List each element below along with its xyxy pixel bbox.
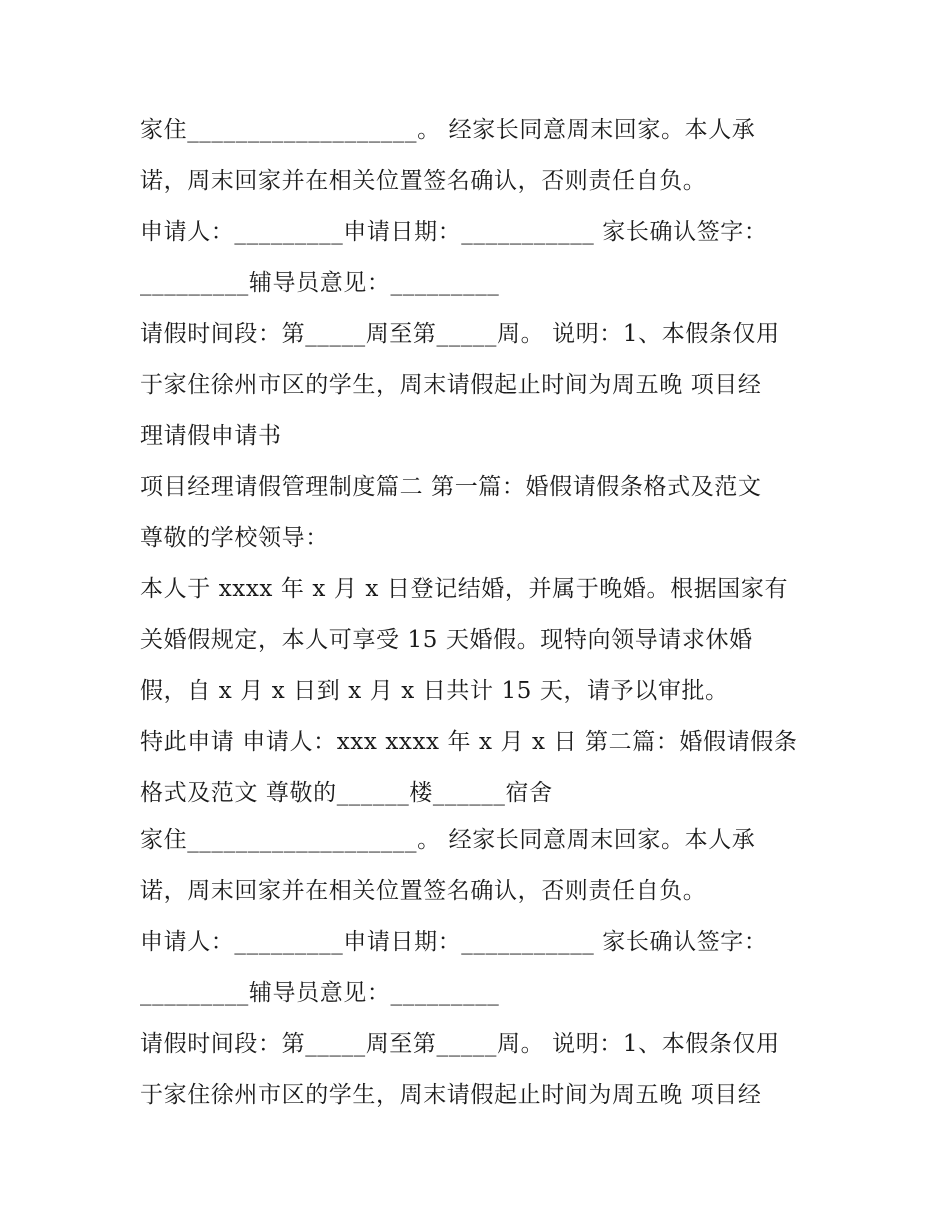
text-line: 特此申请 申请人：xxx xxxx 年 x 月 x 日 第二篇：婚假请假条 — [140, 729, 798, 755]
text-line: 假，自 x 月 x 日到 x 月 x 日共计 15 天，请予以审批。 — [140, 678, 729, 704]
text-line: 诺，周末回家并在相关位置签名确认，否则责任自负。 — [140, 168, 707, 194]
text-line: 格式及范文 尊敬的______楼______宿舍 — [140, 780, 553, 806]
text-line: 申请人：_________申请日期：___________ 家长确认签字： — [140, 219, 768, 245]
text-line: 请假时间段：第_____周至第_____周。 说明：1、本假条仅用 — [140, 321, 780, 347]
text-line: _________辅导员意见：_________ — [140, 980, 500, 1006]
text-line: 项目经理请假管理制度篇二 第一篇：婚假请假条格式及范文 — [140, 474, 762, 500]
text-line: 诺，周末回家并在相关位置签名确认，否则责任自负。 — [140, 878, 707, 904]
text-line: 家住___________________。 经家长同意周末回家。本人承 — [140, 827, 756, 853]
text-line: 关婚假规定，本人可享受 15 天婚假。现特向领导请求休婚 — [140, 627, 753, 653]
text-line: 申请人：_________申请日期：___________ 家长确认签字： — [140, 929, 768, 955]
text-line: 请假时间段：第_____周至第_____周。 说明：1、本假条仅用 — [140, 1031, 780, 1057]
text-line: 家住___________________。 经家长同意周末回家。本人承 — [140, 117, 756, 143]
text-line: 理请假申请书 — [140, 423, 282, 449]
text-line: 于家住徐州市区的学生，周末请假起止时间为周五晚 项目经 — [140, 1082, 762, 1108]
text-line: _________辅导员意见：_________ — [140, 270, 500, 296]
text-line: 于家住徐州市区的学生，周末请假起止时间为周五晚 项目经 — [140, 372, 762, 398]
text-line: 尊敬的学校领导： — [140, 525, 329, 551]
text-line: 本人于 xxxx 年 x 月 x 日登记结婚，并属于晚婚。根据国家有 — [140, 576, 789, 602]
